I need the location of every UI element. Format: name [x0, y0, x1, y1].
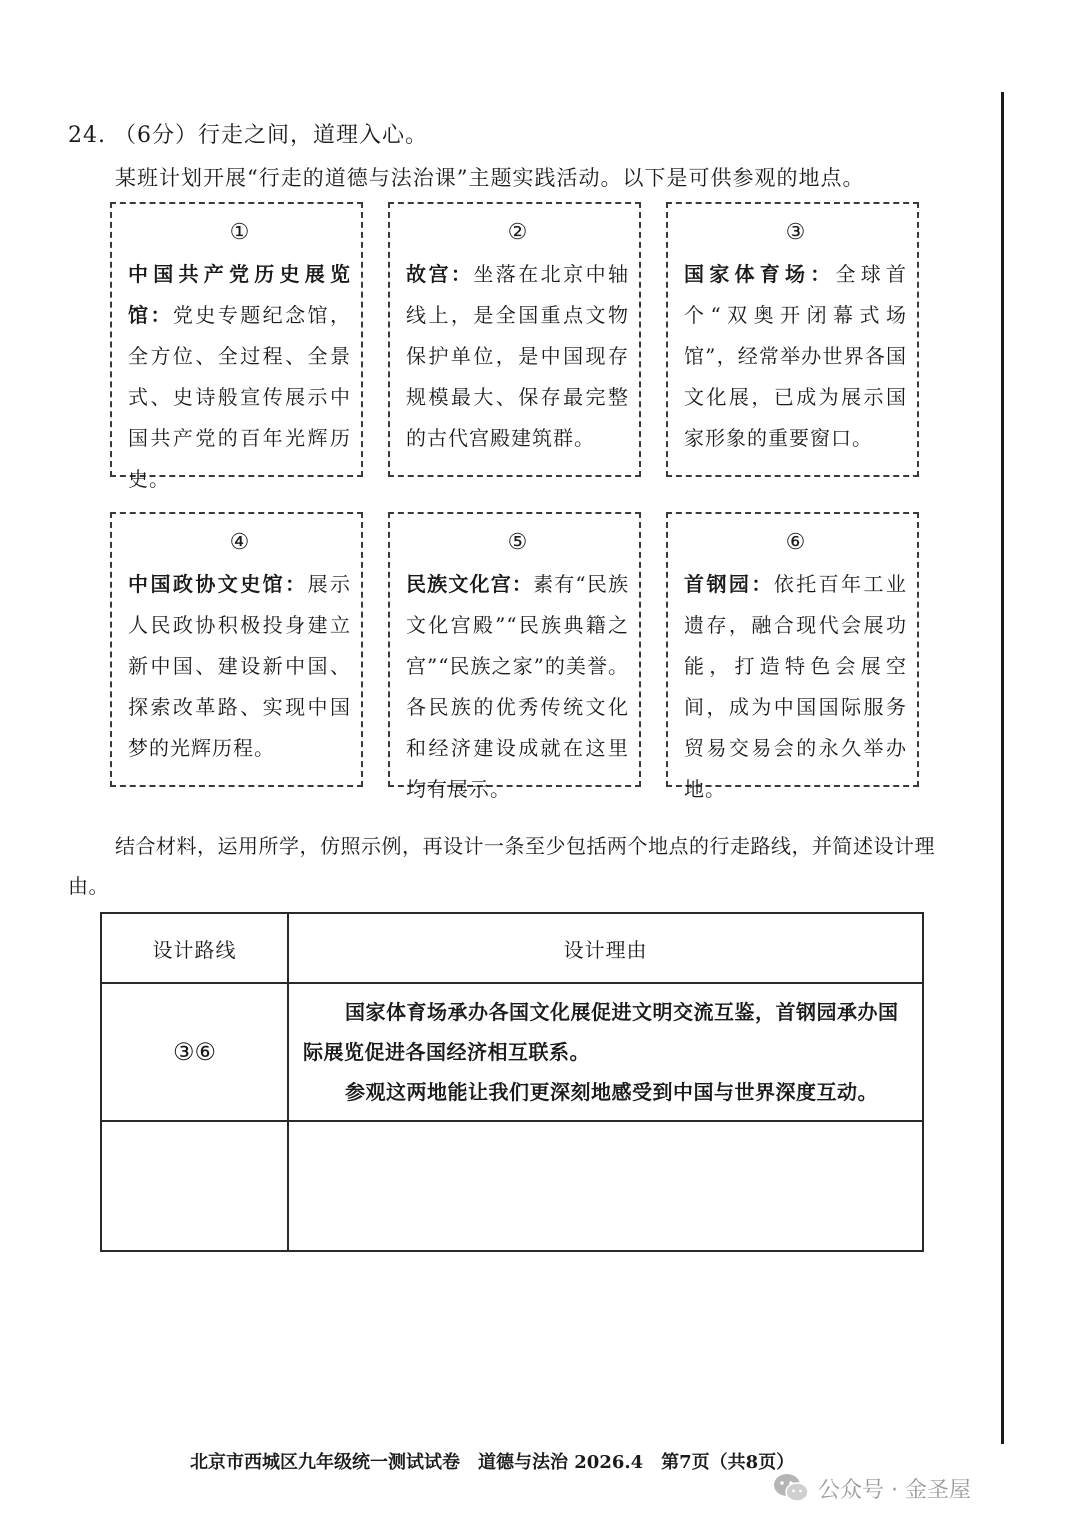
example-reason — [288, 983, 923, 1121]
site-card-1 — [110, 202, 363, 491]
answer-row — [101, 1121, 923, 1251]
site-number: ① — [229, 220, 250, 245]
example-reason-line-2: 参观这两地能让我们更深刻地感受到中国与世界深度互动。 — [345, 1080, 878, 1104]
question-intro: 某班计划开展“行走的道德与法治课”主题实践活动。以下是可供参观的地点。 — [115, 166, 865, 190]
answer-route-cell[interactable] — [101, 1121, 288, 1251]
header-route: 设计路线 — [101, 913, 288, 983]
site-name: 国家体育场： — [684, 262, 836, 286]
site-name: 首钢园： — [684, 572, 774, 596]
question-title: 24. （6分）行走之间，道理入心。 — [68, 123, 428, 148]
site-number: ② — [507, 220, 528, 245]
watermark — [772, 1472, 971, 1510]
header-reason: 设计理由 — [288, 913, 923, 983]
site-description: 展示人民政协积极投身建立新中国、建设新中国、探索改革路、实现中国梦的光辉历程。 — [128, 572, 352, 760]
example-reason-line-1: 国家体育场承办各国文化展促进文明交流互鉴，首钢园承办国际展览促进各国经济相互联系。 — [303, 1000, 899, 1064]
site-description: 坐落在北京中轴线上，是全国重点文物保护单位，是中国现存规模最大、保存最完整的古代宫殿建筑群。 — [406, 262, 630, 450]
answer-table — [100, 912, 924, 1252]
site-number: ⑤ — [507, 530, 528, 555]
site-description: 素有“民族文化宫殿”“民族典籍之宫”“民族之家”的美誉。各民族的优秀传统文化和经济建设成就在这里均有展示。 — [406, 572, 629, 801]
site-card-6 — [666, 512, 919, 801]
example-route: ③⑥ — [101, 983, 288, 1121]
site-card-3 — [666, 202, 919, 477]
wechat-icon — [772, 1472, 810, 1510]
question-prompt: 结合材料，运用所学，仿照示例，再设计一条至少包括两个地点的行走路线，并简述设计理由。 — [68, 834, 935, 898]
site-name: 中国政协文史馆： — [128, 572, 308, 596]
site-number: ⑥ — [785, 530, 806, 555]
site-card-4 — [110, 512, 363, 787]
watermark-text: 公众号 · 金圣屋 — [818, 1478, 971, 1503]
answer-reason-cell[interactable] — [288, 1121, 923, 1251]
site-card-5 — [388, 512, 641, 801]
site-name: 中国共产党历史展览馆： — [128, 262, 351, 327]
margin-rule — [1001, 92, 1004, 1444]
site-number: ④ — [229, 530, 250, 555]
table-header-row — [101, 913, 923, 983]
site-number: ③ — [785, 220, 806, 245]
site-description: 依托百年工业遗存，融合现代会展功能，打造特色会展空间，成为中国国际服务贸易交易会的永久举办地。 — [684, 572, 908, 801]
site-name: 故宫： — [406, 262, 474, 286]
example-row — [101, 983, 923, 1121]
page-footer: 北京市西城区九年级统一测试试卷 道德与法治 2026.4 第7页（共8页） — [190, 1452, 795, 1473]
site-description: 党史专题纪念馆，全方位、全过程、全景式、史诗般宣传展示中国共产党的百年光辉历史。 — [128, 303, 352, 491]
site-card-2 — [388, 202, 641, 477]
site-description: 全球首个“双奥开闭幕式场馆”，经常举办世界各国文化展，已成为展示国家形象的重要窗口。 — [684, 262, 907, 450]
site-name: 民族文化宫： — [406, 572, 534, 596]
